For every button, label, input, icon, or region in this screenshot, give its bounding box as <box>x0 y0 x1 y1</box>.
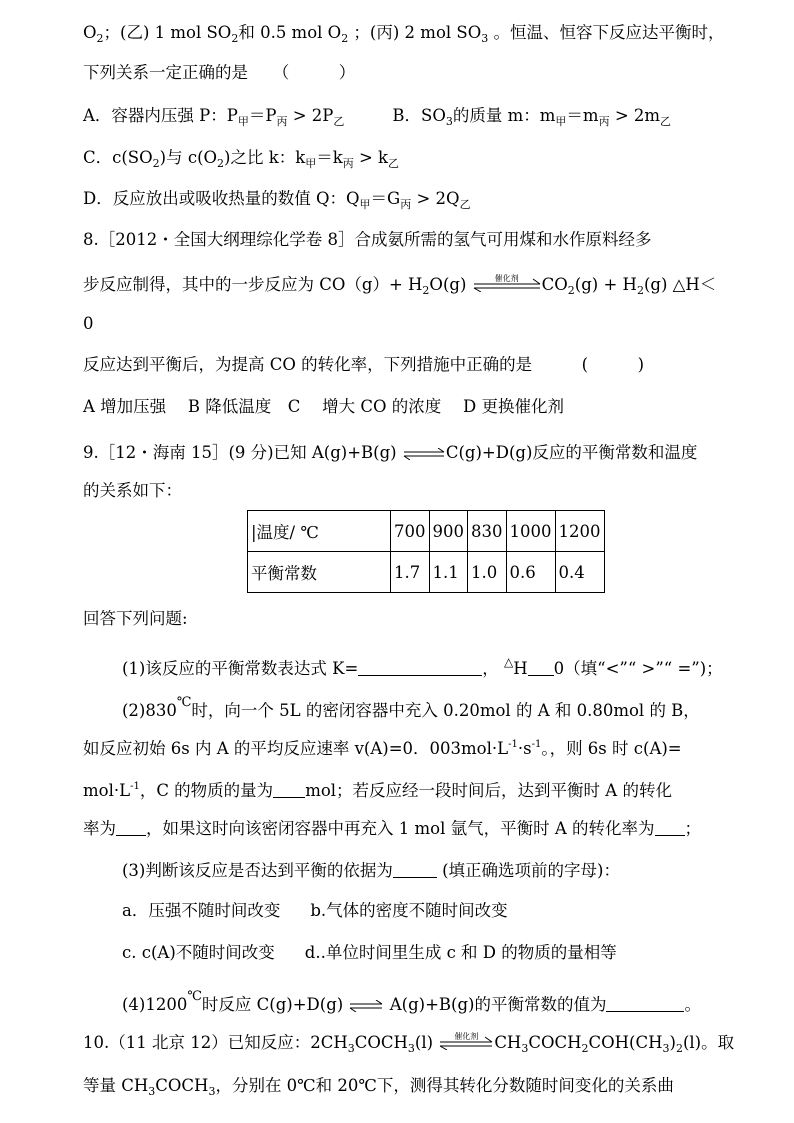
q7-option-b <box>392 106 672 128</box>
text: 10.（11 北京 12）已知反应：2CH <box>83 1033 348 1052</box>
text: H <box>513 659 528 678</box>
subscript: 3 <box>662 1042 670 1055</box>
q8-options: A 增加压强 B 降低温度 C 增大 CO 的浓度 D 更换催化剂 <box>83 397 565 416</box>
text: 等量 CH <box>83 1076 149 1095</box>
text: COH(CH <box>588 1033 663 1052</box>
table-cell: 0.4 <box>555 552 604 593</box>
answer-blank[interactable] <box>528 659 554 676</box>
subscript: 乙 <box>660 115 672 128</box>
text: 的质量 m：m <box>452 106 556 125</box>
q8-line1: 8.［2012・全国大纲理综化学卷 8］合成氨所需的氢气可用煤和水作原料经多 <box>83 230 652 249</box>
equilibrium-arrow-icon <box>438 1032 494 1050</box>
q9-option-d: d..单位时间里生成 c 和 D 的物质的量相等 <box>304 943 617 962</box>
text: CO <box>541 275 568 294</box>
equilibrium-arrow-svg <box>348 1000 384 1012</box>
text: mol·L <box>83 781 131 800</box>
subscript: 3 <box>481 32 489 45</box>
text: (l)。取 <box>682 1033 735 1052</box>
text: O <box>83 23 97 42</box>
text: (2)830 <box>122 701 177 720</box>
subscript: 3 <box>521 1042 529 1055</box>
text: D．反应放出或吸收热量的数值 Q：Q <box>83 189 360 208</box>
q9-part1 <box>122 651 723 680</box>
text: (1)该反应的平衡常数表达式 K= <box>122 659 359 678</box>
text: A．容器内压强 P：P <box>83 106 238 125</box>
text: ，分别在 0℃和 20℃下，测得其转化分数随时间变化的关系曲 <box>215 1076 674 1095</box>
q10-line1 <box>83 1032 734 1060</box>
table-cell: 1.1 <box>429 552 468 593</box>
subscript: 2 <box>152 157 160 170</box>
table-cell: 700 <box>391 511 430 552</box>
subscript: 2 <box>675 1042 683 1055</box>
answer-blank[interactable] <box>358 659 482 676</box>
q9-answer-prompt: 回答下列问题: <box>83 609 188 628</box>
subscript: 乙 <box>459 198 471 211</box>
text: 率为 <box>83 819 116 838</box>
table-cell: 830 <box>468 511 507 552</box>
text: 时反应 C(g)+D(g) <box>201 995 344 1014</box>
q9-line1 <box>83 442 697 464</box>
superscript: -1 <box>508 739 518 750</box>
text: C(g)+D(g)反应的平衡常数和温度 <box>445 443 698 462</box>
subscript: 3 <box>347 1042 355 1055</box>
q9-part2-line3 <box>83 776 672 802</box>
text: 。 <box>684 995 701 1014</box>
table-cell: 0.6 <box>506 552 555 593</box>
answer-blank[interactable] <box>273 781 305 798</box>
q10-line2 <box>83 1075 674 1103</box>
text: COCH <box>155 1076 209 1095</box>
text: 步反应制得，其中的一步反应为 CO（g）+ H <box>83 275 423 294</box>
catalyst-label: 催化剂 <box>494 274 519 283</box>
q9-option-b: b.气体的密度不随时间改变 <box>310 901 508 920</box>
subscript: 乙 <box>388 157 400 170</box>
subscript: 丙 <box>276 115 288 128</box>
q9-part3 <box>122 860 620 882</box>
q9-line2: 的关系如下： <box>83 481 182 500</box>
subscript: 2 <box>231 32 239 45</box>
subscript: 甲 <box>305 157 317 170</box>
text: 和 0.5 mol O <box>238 23 342 42</box>
text: > 2Q <box>411 189 460 208</box>
subscript: 3 <box>208 1085 216 1098</box>
q9-part3-options-ab <box>122 900 508 922</box>
subscript: 丙 <box>598 115 610 128</box>
text: (g) + H <box>574 275 637 294</box>
q8-line2 <box>83 274 716 302</box>
text: (填正确选项前的字母)： <box>436 861 620 880</box>
table-header-temperature: |温度/ ℃ <box>248 511 391 552</box>
text: ； <box>684 819 701 838</box>
text: ，C 的物质的量为 <box>139 781 274 800</box>
q7-option-d <box>83 188 471 216</box>
subscript: 2 <box>636 284 644 297</box>
q9-part4 <box>122 986 701 1016</box>
text: ，如果这时向该密闭容器中再充入 1 mol 氩气，平衡时 A 的转化率为 <box>146 819 655 838</box>
text: (g) △H＜ <box>643 275 717 294</box>
text: 。，则 6s 时 c(A)= <box>541 739 682 758</box>
table-cell: 1.0 <box>468 552 507 593</box>
subscript: 甲 <box>555 115 567 128</box>
text: > 2m <box>609 106 661 125</box>
text: (l) <box>414 1033 439 1052</box>
delta-symbol: △ <box>504 655 514 669</box>
text: ＝G <box>370 189 401 208</box>
text: 时，向一个 5L 的密闭容器中充入 0.20mol 的 A 和 0.80mol 的 B， <box>191 701 700 720</box>
answer-blank[interactable] <box>606 995 684 1012</box>
text: 0（填“<”“ >”“ =”)； <box>553 659 723 678</box>
subscript: 2 <box>96 32 104 45</box>
q7-line2: 下列关系一定正确的是 （ ） <box>83 63 356 82</box>
text: B．SO <box>392 106 446 125</box>
table-row-temperature <box>248 511 605 552</box>
text: )之比 k：k <box>224 148 306 167</box>
catalyst-label: 催化剂 <box>454 1032 479 1041</box>
answer-blank[interactable] <box>393 861 437 878</box>
subscript: 3 <box>407 1042 415 1055</box>
q9-option-a: a．压强不随时间改变 <box>122 901 281 920</box>
answer-blank[interactable] <box>655 819 685 836</box>
q8-line3: 0 <box>83 314 94 333</box>
subscript: 2 <box>341 32 349 45</box>
q9-part2-line1 <box>122 692 700 722</box>
q9-part3-options-cd <box>122 942 617 964</box>
subscript: 丙 <box>342 157 354 170</box>
table-row-constant <box>248 552 605 593</box>
q9-part2-line4 <box>83 818 701 840</box>
table-cell: 1000 <box>506 511 555 552</box>
subscript: 2 <box>217 157 225 170</box>
subscript: 乙 <box>333 115 345 128</box>
subscript: 3 <box>445 115 453 128</box>
text: ， <box>482 659 505 678</box>
q7-option-c <box>83 147 399 175</box>
text: > k <box>353 148 389 167</box>
subscript: 丙 <box>400 198 412 211</box>
text: (4)1200 <box>122 995 188 1014</box>
text: A(g)+B(g)的平衡常数的值为 <box>384 995 607 1014</box>
table-cell: 1.7 <box>391 552 430 593</box>
table-header-constant: 平衡常数 <box>248 552 391 593</box>
q7-options-ab <box>83 105 671 133</box>
text: mol；若反应经一段时间后，达到平衡时 A 的转化 <box>305 781 672 800</box>
text: ·s <box>517 739 532 758</box>
answer-blank[interactable] <box>116 819 146 836</box>
superscript: -1 <box>130 781 140 792</box>
text: 如反应初始 6s 内 A 的平均反应速率 v(A)=0．003mol·L <box>83 739 509 758</box>
degree-celsius: ℃ <box>187 989 202 1004</box>
equilibrium-arrow-icon <box>348 1000 384 1012</box>
superscript: -1 <box>531 739 542 750</box>
text: ＝P <box>248 106 277 125</box>
text: O(g) <box>429 275 467 294</box>
equilibrium-constant-table <box>247 510 605 593</box>
equilibrium-arrow-icon <box>402 448 446 460</box>
subscript: 2 <box>422 284 430 297</box>
text: ) <box>669 1033 676 1052</box>
q9-part2-line2 <box>83 734 682 760</box>
text: ＝m <box>566 106 599 125</box>
table-cell: 1200 <box>555 511 604 552</box>
subscript: 甲 <box>237 115 249 128</box>
text: ；(丙) 2 mol SO <box>348 23 482 42</box>
subscript: 2 <box>581 1042 589 1055</box>
text: (3)判断该反应是否达到平衡的依据为 <box>122 861 393 880</box>
text: 。恒温、恒容下反应达平衡时， <box>488 23 725 42</box>
subscript: 3 <box>148 1085 156 1098</box>
q7-option-a <box>83 106 345 128</box>
subscript: 2 <box>567 284 575 297</box>
table-cell: 900 <box>429 511 468 552</box>
q7-line1 <box>83 22 724 50</box>
text: CH <box>494 1033 522 1052</box>
text: COCH <box>354 1033 408 1052</box>
q8-line4: 反应达到平衡后，为提高 CO 的转化率，下列措施中正确的是 ( ) <box>83 355 645 374</box>
q9-option-c: c. c(A)不随时间改变 <box>122 943 275 962</box>
text: ；(乙) 1 mol SO <box>103 23 232 42</box>
text: 9.［12・海南 15］(9 分)已知 A(g)+B(g) <box>83 443 402 462</box>
text: C．c(SO <box>83 148 153 167</box>
subscript: 甲 <box>359 198 371 211</box>
text: > 2P <box>287 106 334 125</box>
degree-celsius: ℃ <box>176 695 192 710</box>
equilibrium-arrow-icon <box>472 274 542 292</box>
text: COCH <box>528 1033 582 1052</box>
equilibrium-arrow-svg <box>402 448 446 460</box>
text: )与 c(O <box>159 148 218 167</box>
text: ＝k <box>316 148 343 167</box>
